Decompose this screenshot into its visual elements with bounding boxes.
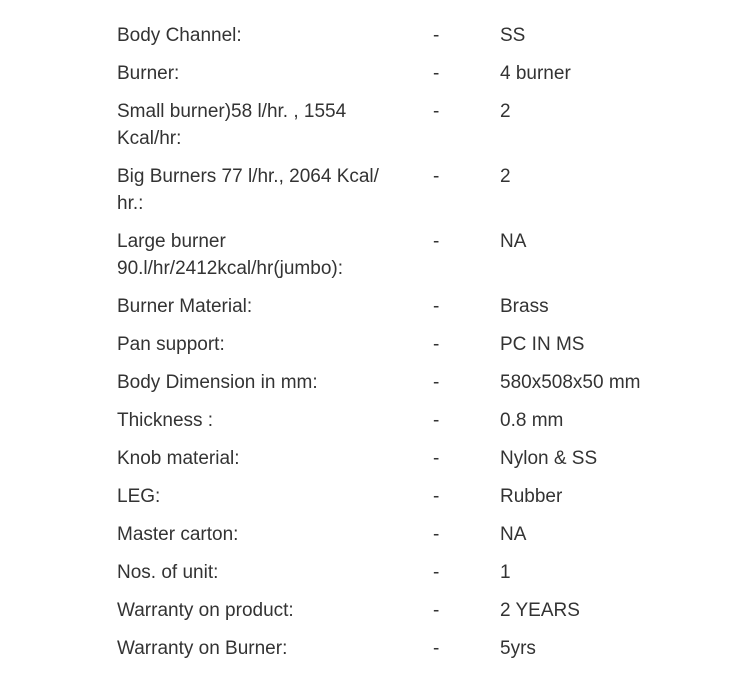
spec-label: Warranty on Burner: <box>117 638 288 659</box>
spec-row-large-burner <box>0 228 734 293</box>
spec-label: Big Burners 77 l/hr., 2064 Kcal/ hr.: <box>117 166 379 214</box>
spec-row-big-burners <box>0 163 734 228</box>
spec-label: Warranty on product: <box>117 600 294 621</box>
spec-separator: - <box>433 166 440 187</box>
spec-label: Knob material: <box>117 448 240 469</box>
spec-row-body-dimension <box>0 369 734 407</box>
spec-separator: - <box>433 101 440 122</box>
spec-separator: - <box>433 334 440 355</box>
spec-label: Burner Material: <box>117 296 253 317</box>
spec-row-master-carton <box>0 521 734 559</box>
spec-label: Master carton: <box>117 524 239 545</box>
spec-separator: - <box>433 600 440 621</box>
spec-value: 5yrs <box>500 638 536 659</box>
spec-value: 2 YEARS <box>500 600 580 621</box>
spec-value: 0.8 mm <box>500 410 564 431</box>
spec-separator: - <box>433 296 440 317</box>
spec-label: Burner: <box>117 63 180 84</box>
spec-row-knob-material <box>0 445 734 483</box>
spec-separator: - <box>433 372 440 393</box>
spec-value: 2 <box>500 166 511 187</box>
spec-label: Small burner)58 l/hr. , 1554 Kcal/hr: <box>117 101 347 149</box>
spec-row-burner-material <box>0 293 734 331</box>
spec-separator: - <box>433 524 440 545</box>
spec-separator: - <box>433 486 440 507</box>
spec-label: Body Channel: <box>117 25 242 46</box>
spec-separator: - <box>433 448 440 469</box>
spec-label: Body Dimension in mm: <box>117 372 318 393</box>
spec-separator: - <box>433 63 440 84</box>
spec-value: Nylon & SS <box>500 448 598 469</box>
spec-row-small-burner <box>0 98 734 163</box>
spec-label: Thickness : <box>117 410 214 431</box>
spec-label: Pan support: <box>117 334 225 355</box>
spec-label: Large burner 90.l/hr/2412kcal/hr(jumbo): <box>117 231 343 279</box>
spec-table <box>0 22 734 673</box>
spec-value: 1 <box>500 562 511 583</box>
spec-separator: - <box>433 562 440 583</box>
spec-row-nos-of-unit <box>0 559 734 597</box>
spec-separator: - <box>433 25 440 46</box>
spec-value: Brass <box>500 296 549 317</box>
spec-row-leg <box>0 483 734 521</box>
spec-value: 4 burner <box>500 63 571 84</box>
spec-row-thickness <box>0 407 734 445</box>
spec-separator: - <box>433 231 440 252</box>
spec-row-burner <box>0 60 734 98</box>
spec-value: 2 <box>500 101 511 122</box>
spec-value: PC IN MS <box>500 334 585 355</box>
spec-label: LEG: <box>117 486 161 507</box>
spec-value: 580x508x50 mm <box>500 372 641 393</box>
spec-value: NA <box>500 231 527 252</box>
spec-value: Rubber <box>500 486 563 507</box>
spec-separator: - <box>433 638 440 659</box>
spec-value: SS <box>500 25 526 46</box>
spec-value: NA <box>500 524 527 545</box>
spec-row-warranty-burner <box>0 635 734 673</box>
spec-label: Nos. of unit: <box>117 562 219 583</box>
spec-row-warranty-product <box>0 597 734 635</box>
spec-separator: - <box>433 410 440 431</box>
spec-row-body-channel <box>0 22 734 60</box>
spec-row-pan-support <box>0 331 734 369</box>
